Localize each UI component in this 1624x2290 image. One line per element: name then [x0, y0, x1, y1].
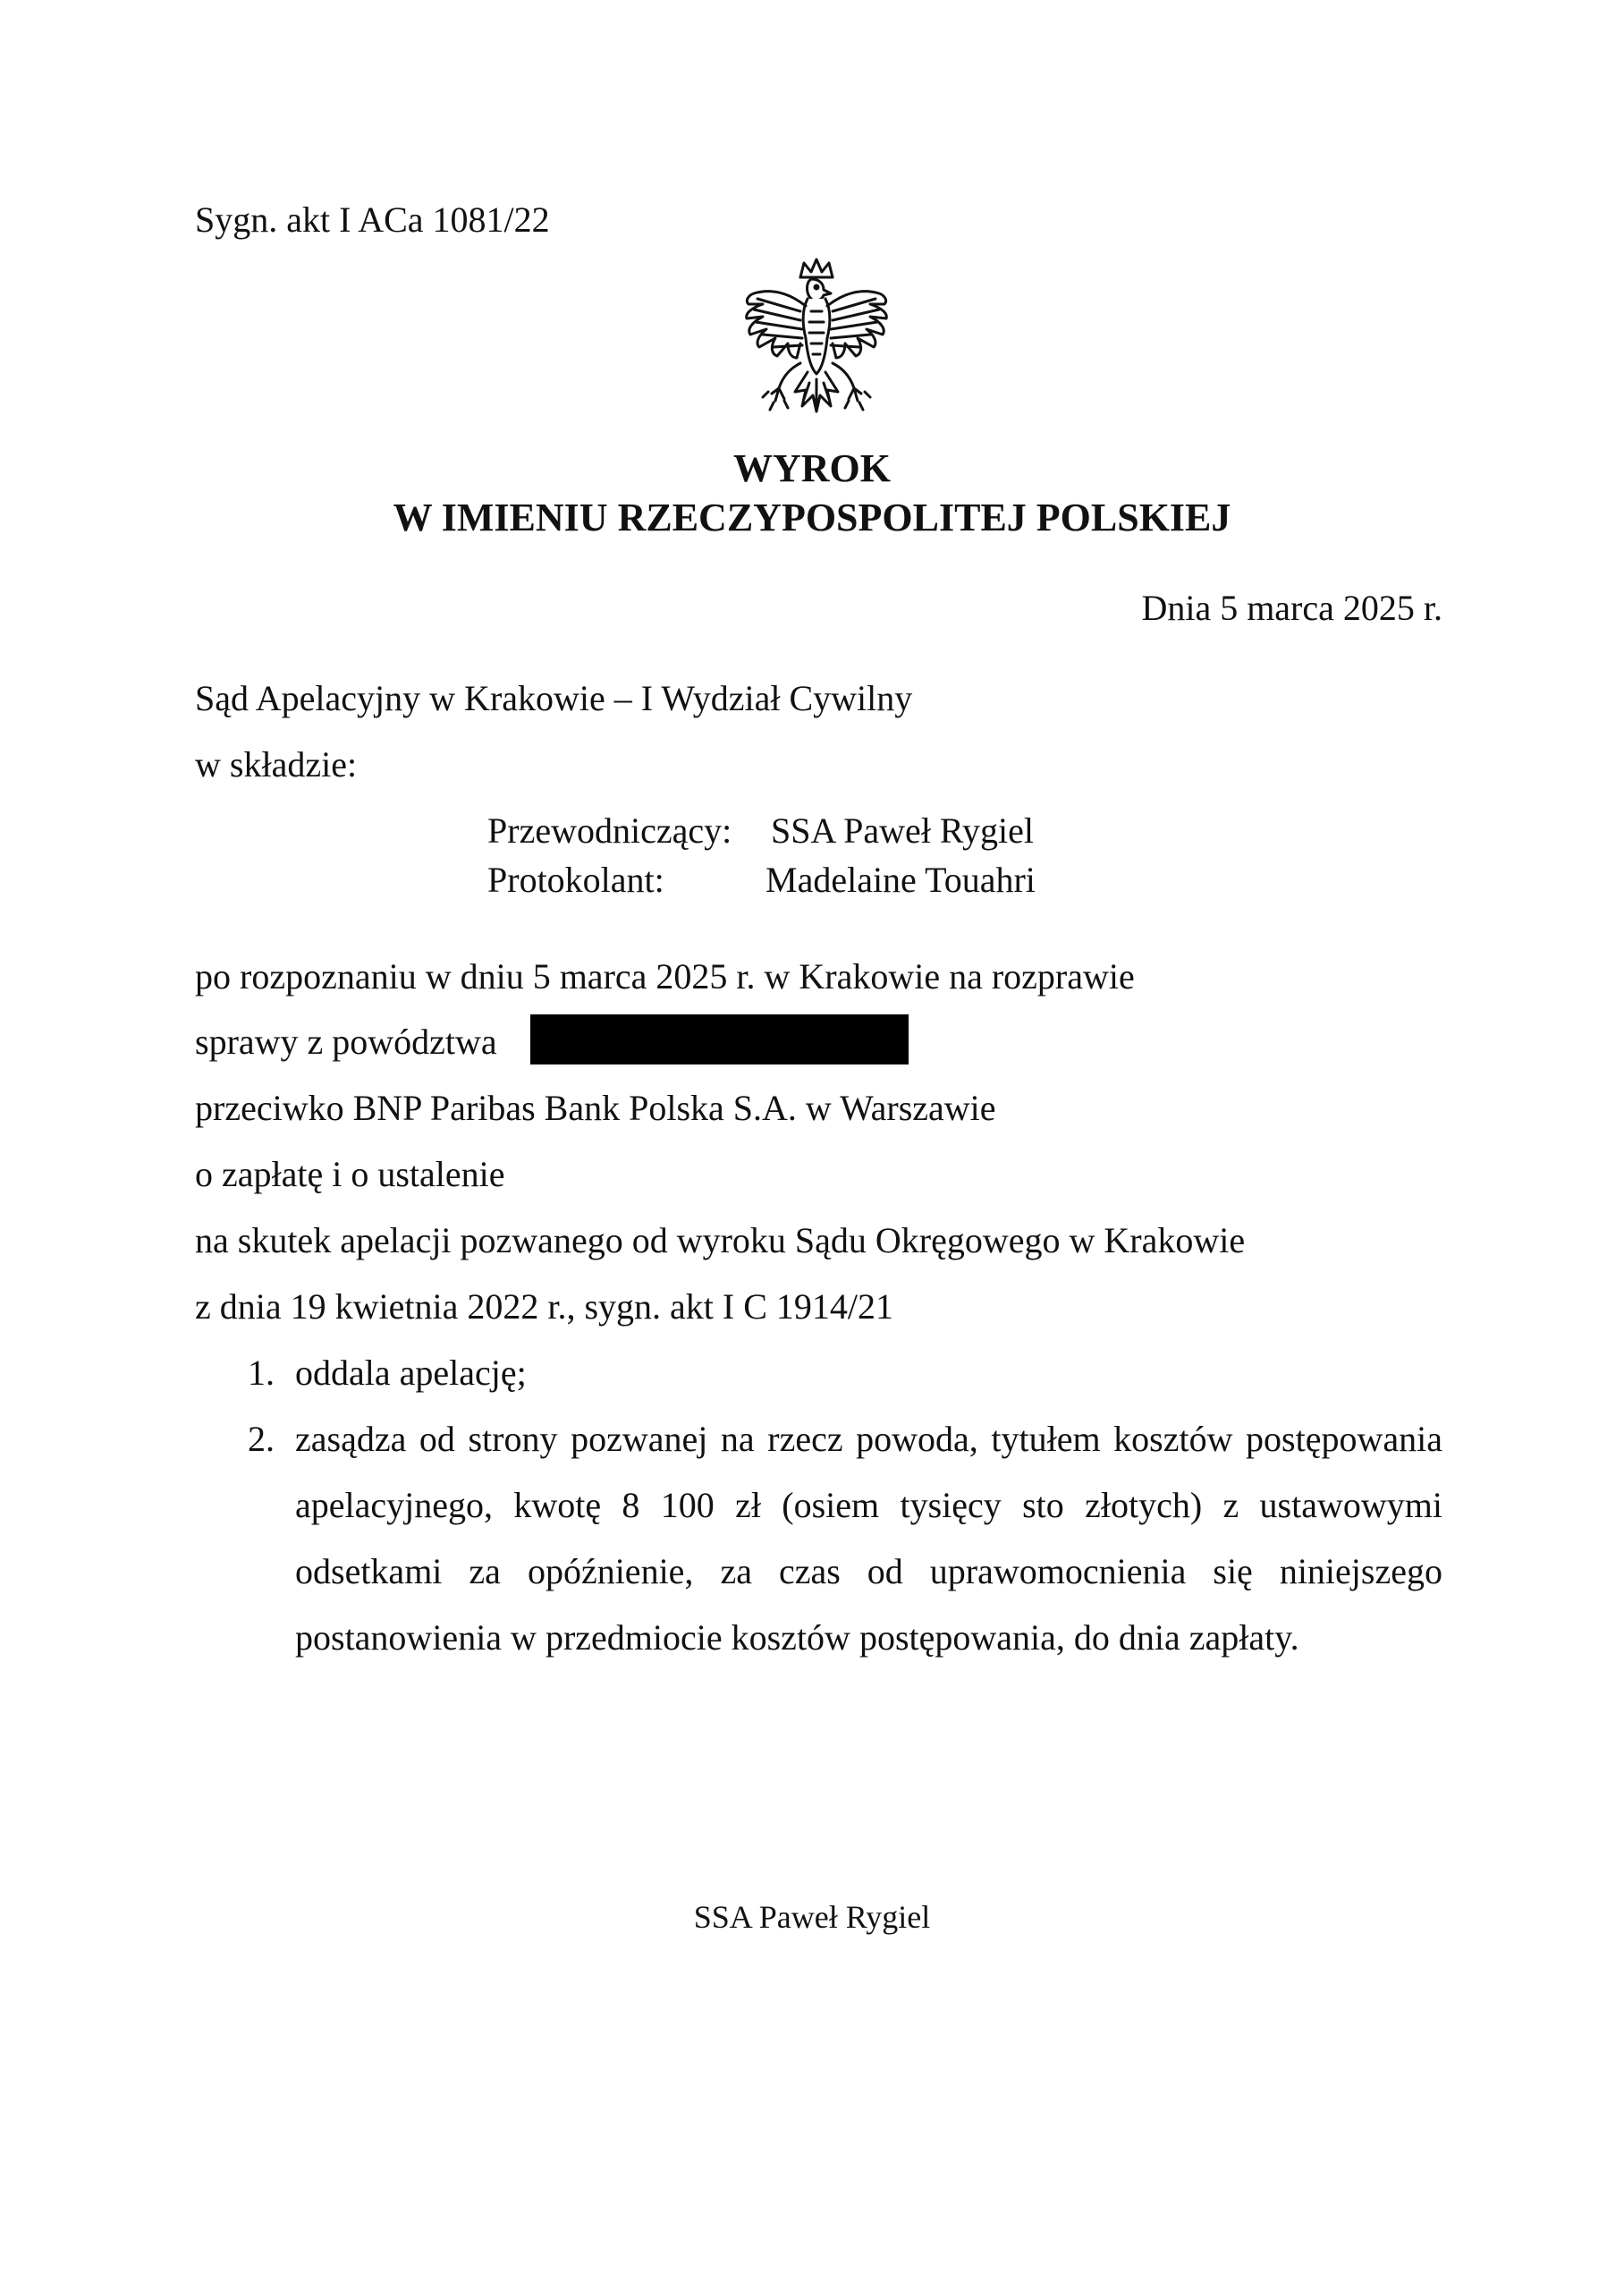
case-signature: Sygn. akt I ACa 1081/22 [195, 199, 550, 240]
body-line-3: przeciwko BNP Paribas Bank Polska S.A. w Warszawie [195, 1088, 996, 1128]
ruling-number-2: 2. [248, 1419, 275, 1459]
composition-label: w składzie: [195, 744, 358, 785]
redaction-box [530, 1014, 909, 1064]
ruling-number-1: 1. [248, 1353, 275, 1393]
document-subtitle: W IMIENIU RZECZYPOSPOLITEJ POLSKIEJ [393, 496, 1231, 539]
body-line-1: po rozpoznaniu w dniu 5 marca 2025 r. w Krakowie na rozprawie [195, 956, 1135, 997]
signature: SSA Paweł Rygiel [693, 1899, 931, 1935]
document-title: WYROK [733, 446, 891, 490]
body-line-6: z dnia 19 kwietnia 2022 r., sygn. akt I C 1914/21 [195, 1286, 894, 1327]
member-name-clerk: Madelaine Touahri [765, 860, 1036, 900]
court-name: Sąd Apelacyjny w Krakowie – I Wydział Cywilny [195, 678, 913, 718]
ruling-text-2: zasądza od strony pozwanej na rzecz powoda, tytułem kosztów postępowania apelacyjnego, kwotę 8 100 zł (osiem tysięcy sto złotych) z ustawowymi odsetkami za opóźnienie, za czas od uprawomocnienia się niniejszego postanowienia w przedmiocie kosztów postępowania, do dnia zapłaty. [295, 1419, 1442, 1658]
body-line-2: sprawy z powództwa [195, 1022, 497, 1062]
member-role-chair: Przewodniczący: [487, 810, 732, 851]
ruling-text-1: oddala apelację; [295, 1353, 527, 1393]
member-role-clerk: Protokolant: [487, 860, 664, 900]
body-line-4: o zapłatę i o ustalenie [195, 1154, 505, 1194]
member-name-chair: SSA Paweł Rygiel [771, 810, 1034, 851]
body-line-5: na skutek apelacji pozwanego od wyroku Sądu Okręgowego w Krakowie [195, 1220, 1246, 1260]
polish-eagle-icon [736, 258, 897, 433]
judgment-date: Dnia 5 marca 2025 r. [1141, 588, 1442, 628]
